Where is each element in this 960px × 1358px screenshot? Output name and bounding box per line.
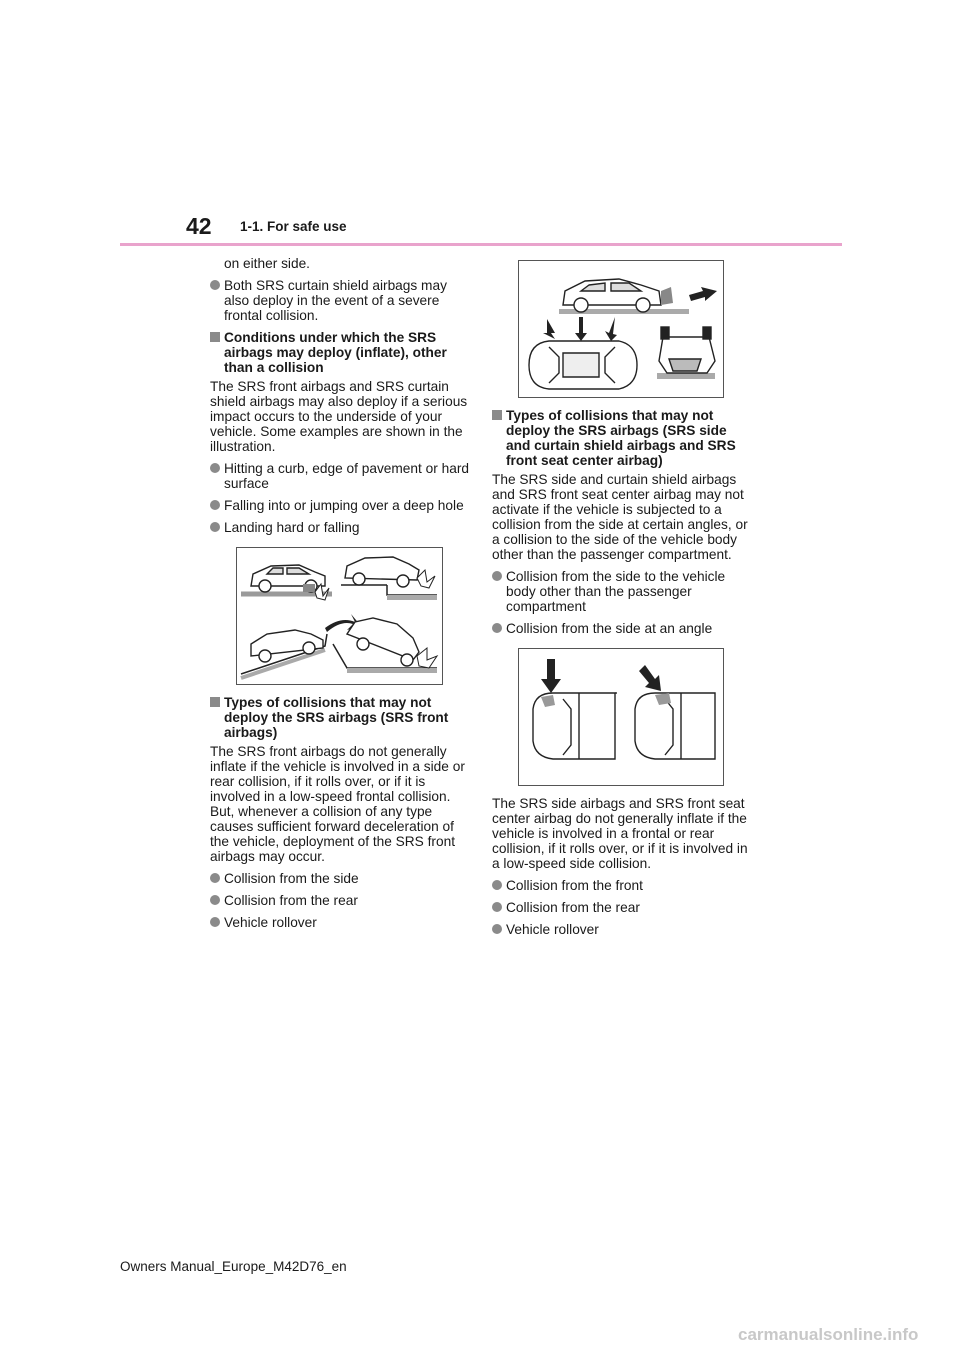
bullet-item: Collision from the rear: [210, 893, 472, 908]
car-icon: [529, 341, 637, 389]
bullet-item: Vehicle rollover: [492, 922, 754, 937]
bullet-icon: [210, 500, 220, 510]
arrow-icon: [639, 665, 661, 691]
bullet-item: Hitting a curb, edge of pavement or hard surface: [210, 461, 472, 491]
bullet-item: Vehicle rollover: [210, 915, 472, 930]
rollover-car-icon: [659, 327, 715, 373]
bullet-icon: [210, 873, 220, 883]
bullet-icon: [492, 571, 502, 581]
car-icon: [635, 693, 715, 759]
subheading: Types of collisions that may not deploy the SRS airbags (SRS side and curtain shield airbags and SRS front seat center airbag): [492, 408, 754, 468]
bullet-icon: [492, 924, 502, 934]
bullet-item: Collision from the side at an angle: [492, 621, 754, 636]
paragraph: The SRS side and curtain shield airbags and SRS front seat center airbag may not activate if the vehicle is subjected to a collision from the side at certain angles, or a collision to the side of the vehicle body other than the passenger compartment.: [492, 472, 748, 562]
arrow-icon: [689, 287, 717, 301]
car-icon: [251, 630, 323, 662]
bullet-icon: [210, 917, 220, 927]
bullet-icon: [210, 463, 220, 473]
left-column: [210, 256, 472, 937]
arrow-icon: [605, 317, 617, 341]
section-title: 1-1. For safe use: [240, 219, 347, 234]
subheading: Conditions under which the SRS airbags may deploy (inflate), other than a collision: [210, 330, 472, 375]
bullet-item: Collision from the front: [492, 878, 754, 893]
watermark: carmanualsonline.info: [738, 1325, 919, 1344]
bullet-item: Falling into or jumping over a deep hole: [210, 498, 472, 513]
arrow-icon: [575, 317, 587, 341]
bullet-icon: [210, 522, 220, 532]
right-column: [492, 260, 754, 944]
bullet-icon: [492, 623, 502, 633]
continued-text: on either side.: [224, 256, 310, 271]
paragraph: The SRS front airbags do not generally inflate if the vehicle is involved in a side or rear collision, if it rolls over, or if it is involved in a low-speed frontal collision. But, whenever a collision of any type causes sufficient forward deceleration of the vehicle, deployment of the SRS front airbags may occur.: [210, 744, 465, 864]
car-icon: [347, 618, 419, 666]
square-bullet-icon: [210, 697, 220, 707]
illustration-side-angle-collisions: [518, 648, 724, 786]
bullet-item: Both SRS curtain shield airbags may also deploy in the event of a severe frontal collision.: [210, 278, 472, 323]
square-bullet-icon: [210, 332, 220, 342]
front-rear-rollover-svg: [519, 261, 723, 397]
illustration-underbody-impacts: [236, 547, 443, 685]
paragraph: The SRS front airbags and SRS curtain shield airbags may also deploy if a serious impact occurs to the underside of your vehicle. Some examples are shown in the illustration.: [210, 379, 468, 454]
underbody-impacts-svg: [237, 548, 442, 684]
bullet-item: Landing hard or falling: [210, 520, 472, 535]
square-bullet-icon: [492, 410, 502, 420]
illustration-front-rear-rollover: [518, 260, 724, 398]
arrow-icon: [541, 659, 561, 693]
bullet-icon: [210, 895, 220, 905]
bullet-icon: [210, 280, 220, 290]
footer-text: Owners Manual_Europe_M42D76_en: [120, 1259, 347, 1274]
bullet-item: Collision from the rear: [492, 900, 754, 915]
arrow-icon: [543, 319, 555, 339]
car-icon: [345, 557, 419, 587]
bullet-item: Collision from the side to the vehicle body other than the passenger compartment: [492, 569, 754, 614]
paragraph: The SRS side airbags and SRS front seat center airbag do not generally inflate if the vehicle is involved in a frontal or rear collision, if it rolls over, or if it is involved in a low-speed side collision.: [492, 796, 748, 871]
side-angle-collisions-svg: [519, 649, 723, 785]
bullet-item: Collision from the side: [210, 871, 472, 886]
car-icon: [563, 279, 661, 312]
bullet-icon: [492, 880, 502, 890]
subheading: Types of collisions that may not deploy the SRS airbags (SRS front airbags): [210, 695, 472, 740]
header-rule: [120, 243, 842, 246]
bullet-icon: [492, 902, 502, 912]
page-number: 42: [186, 213, 212, 239]
